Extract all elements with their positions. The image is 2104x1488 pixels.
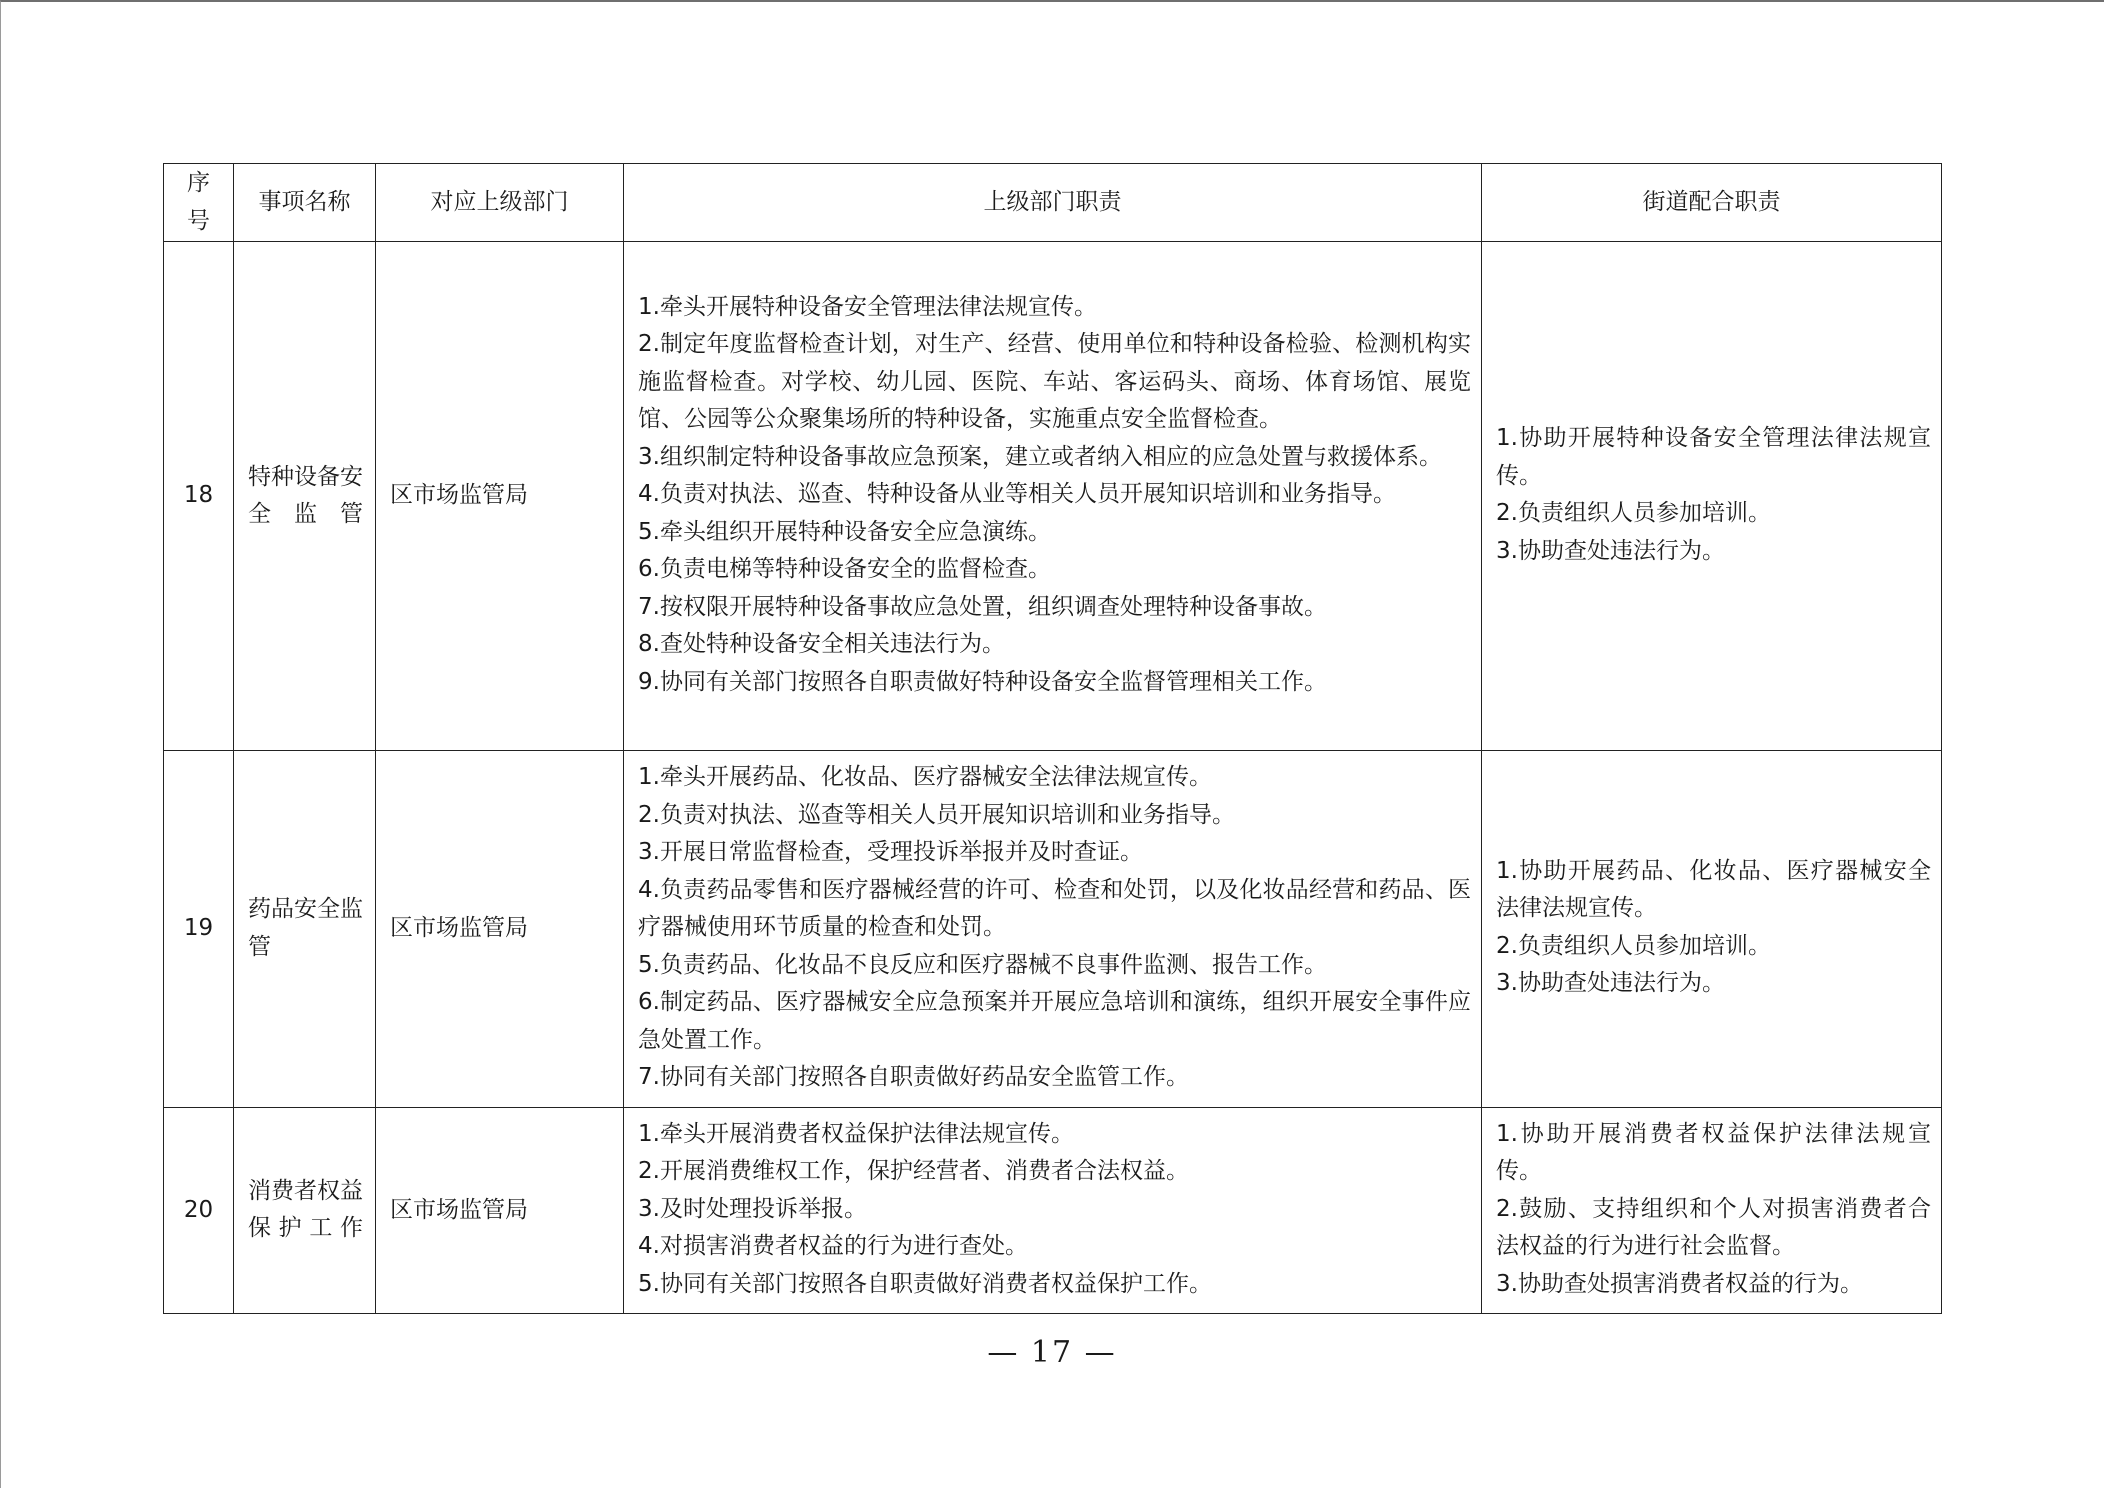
duty-table	[163, 163, 1942, 1314]
duty-line: 5.负责药品、化妆品不良反应和医疗器械不良事件监测、报告工作。	[638, 951, 1327, 978]
header-dept: 对应上级部门	[376, 164, 624, 242]
duty-line: 6.制定药品、医疗器械安全应急预案并开展应急培训和演练，组织开展安全事件应急处置工作。	[638, 989, 1471, 1053]
header-duties: 上级部门职责	[624, 164, 1482, 242]
duty-line: 2.开展消费维权工作，保护经营者、消费者合法权益。	[638, 1158, 1189, 1184]
duty-line: 8.查处特种设备安全相关违法行为。	[638, 631, 1005, 658]
header-name: 事项名称	[234, 164, 376, 242]
dept-name: 区市场监管局	[376, 751, 624, 1108]
item-name: 消费者权益保护工作	[234, 1107, 376, 1314]
duty-line: 7.按权限开展特种设备事故应急处置，组织调查处理特种设备事故。	[638, 593, 1327, 620]
duty-line: 6.负责电梯等特种设备安全的监督检查。	[638, 556, 1051, 583]
dept-name: 区市场监管局	[376, 242, 624, 751]
duty-line: 1.牵头开展特种设备安全管理法律法规宣传。	[638, 293, 1097, 320]
header-coop: 街道配合职责	[1482, 164, 1942, 242]
duty-line: 5.协同有关部门按照各自职责做好消费者权益保护工作。	[638, 1270, 1212, 1297]
coop-line: 1.协助开展特种设备安全管理法律法规宣传。	[1496, 425, 1931, 489]
duty-line: 4.负责药品零售和医疗器械经营的许可、检查和处罚，以及化妆品经营和药品、医疗器械使用环节质量的检查和处罚。	[638, 876, 1471, 940]
table-row	[164, 751, 1942, 1108]
page-number: — 17 —	[987, 1335, 1117, 1370]
duty-line: 2.制定年度监督检查计划，对生产、经营、使用单位和特种设备检验、检测机构实施监督检查。对学校、幼儿园、医院、车站、客运码头、商场、体育场馆、展览馆、公园等公众聚集场所的特种设备，实施重点安全监督检查。	[638, 331, 1471, 433]
header-no	[164, 164, 234, 242]
coop-line: 1.协助开展药品、化妆品、医疗器械安全法律法规宣传。	[1496, 857, 1931, 922]
header-row	[164, 164, 1942, 242]
duty-line: 5.牵头组织开展特种设备安全应急演练。	[638, 518, 1051, 545]
coop-cell	[1482, 751, 1942, 1108]
row-number: 20	[164, 1107, 234, 1314]
duty-line: 4.对损害消费者权益的行为进行查处。	[638, 1233, 1028, 1259]
item-name: 药品安全监管	[234, 751, 376, 1108]
row-number: 18	[164, 242, 234, 751]
duty-line: 3.及时处理投诉举报。	[638, 1195, 867, 1222]
duty-line: 9.协同有关部门按照各自职责做好特种设备安全监督管理相关工作。	[638, 668, 1327, 695]
coop-line: 2.负责组织人员参加培训。	[1496, 500, 1771, 526]
coop-line: 3.协助查处损害消费者权益的行为。	[1496, 1270, 1863, 1297]
duty-line: 3.组织制定特种设备事故应急预案，建立或者纳入相应的应急处置与救援体系。	[638, 443, 1442, 470]
coop-cell	[1482, 242, 1942, 751]
dept-name: 区市场监管局	[376, 1107, 624, 1314]
table-row	[164, 242, 1942, 751]
duties-cell	[624, 1107, 1482, 1314]
duty-line: 3.开展日常监督检查，受理投诉举报并及时查证。	[638, 839, 1143, 865]
duty-line: 4.负责对执法、巡查、特种设备从业等相关人员开展知识培训和业务指导。	[638, 481, 1396, 508]
item-name: 特种设备安全监管	[234, 242, 376, 751]
duties-cell	[624, 751, 1482, 1108]
coop-line: 2.鼓励、支持组织和个人对损害消费者合法权益的行为进行社会监督。	[1496, 1195, 1931, 1259]
duty-line: 7.协同有关部门按照各自职责做好药品安全监管工作。	[638, 1064, 1189, 1090]
coop-line: 3.协助查处违法行为。	[1496, 537, 1725, 564]
header-no-text: 序号	[186, 170, 210, 234]
table-header	[164, 164, 1942, 242]
coop-line: 1.协助开展消费者权益保护法律法规宣传。	[1496, 1120, 1931, 1184]
row-number: 19	[164, 751, 234, 1108]
duty-line: 2.负责对执法、巡查等相关人员开展知识培训和业务指导。	[638, 801, 1235, 828]
table-body	[164, 242, 1942, 1314]
coop-line: 2.负责组织人员参加培训。	[1496, 932, 1771, 959]
duty-line: 1.牵头开展药品、化妆品、医疗器械安全法律法规宣传。	[638, 764, 1212, 790]
table-row	[164, 1107, 1942, 1314]
duties-cell	[624, 242, 1482, 751]
duty-line: 1.牵头开展消费者权益保护法律法规宣传。	[638, 1120, 1074, 1147]
coop-cell	[1482, 1107, 1942, 1314]
coop-line: 3.协助查处违法行为。	[1496, 970, 1725, 997]
